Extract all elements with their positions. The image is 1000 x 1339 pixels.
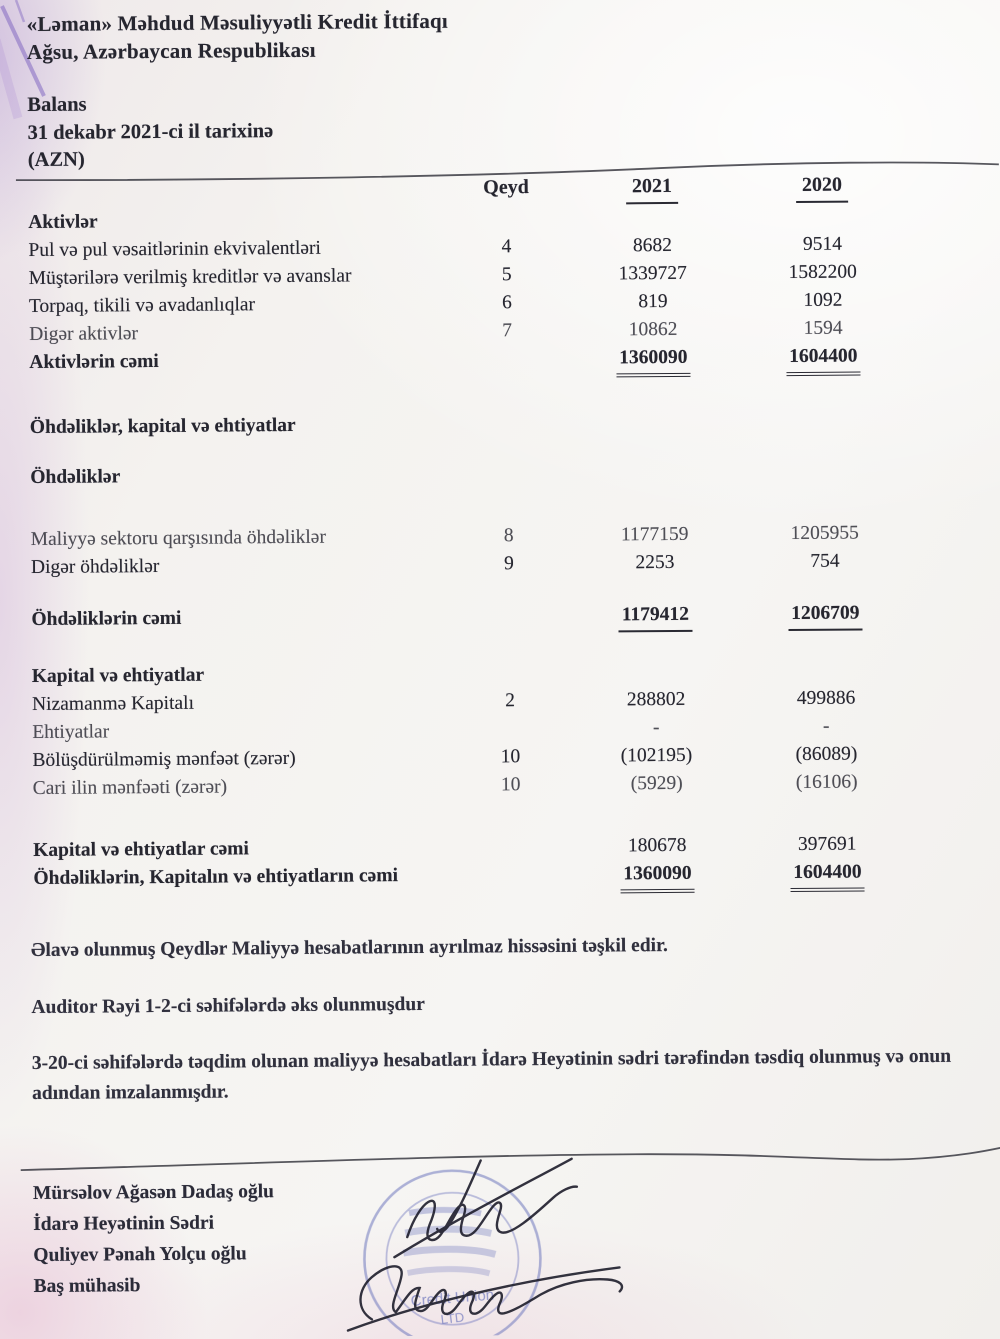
row-value-2021: 1179412 xyxy=(619,601,692,633)
row-note-cell xyxy=(447,261,567,290)
row-value-2021-cell xyxy=(570,685,742,714)
row-note-cell xyxy=(447,317,567,346)
row-value-2020-cell xyxy=(739,286,907,315)
row-value-2021: 8682 xyxy=(632,234,673,257)
row-label: Aktivlər xyxy=(28,211,98,234)
header-spacer xyxy=(28,194,446,197)
row-note: 8 xyxy=(503,525,514,547)
row-label: Kapital və ehtiyatlar xyxy=(31,664,205,688)
row-value-2021-cell xyxy=(570,657,742,686)
row-note: 4 xyxy=(501,236,512,258)
row-note: 10 xyxy=(500,774,521,796)
org-name: «Ləman» Məhdud Məsuliyyətli Kredit İttifaqı xyxy=(26,8,449,37)
row-value-2020: 499886 xyxy=(796,687,856,709)
row-label: Aktivlərin cəmi xyxy=(29,350,159,374)
row-label: Maliyyə sektoru qarşısında öhdəliklər xyxy=(30,526,326,551)
row-value-2020-cell xyxy=(739,342,907,376)
row-value-2020-cell xyxy=(740,407,908,436)
row-note-cell xyxy=(450,659,570,688)
row-value-2020-cell xyxy=(741,599,909,631)
row-value-2021: 1177159 xyxy=(620,523,689,546)
table-row xyxy=(30,457,930,492)
row-value-2021: (5929) xyxy=(630,772,683,795)
note-approval: 3-20-ci səhifələrdə təqdim olunan maliyyə hesabatları İdarə Heyətinin sədri tərəfindən təsdiq olunmuş və onun adından imzalanmışdır. xyxy=(31,1045,952,1105)
row-value-2020-cell xyxy=(743,858,911,892)
row-value-2021: 1339727 xyxy=(618,262,687,285)
row-note-cell xyxy=(449,602,569,631)
row-value-2020: 1594 xyxy=(803,317,843,339)
row-value-2021-cell xyxy=(569,600,741,632)
note-auditor-opinion: Auditor Rəyi 1-2-ci səhifələrdə əks olunmuşdur xyxy=(31,993,425,1019)
row-note-cell xyxy=(448,410,568,439)
row-value-2020-cell xyxy=(743,830,911,859)
row-label: Öhdəliklər, kapital və ehtiyatlar xyxy=(29,414,296,439)
row-label: Digər öhdəliklər xyxy=(30,556,160,579)
row-value-2021-cell xyxy=(567,287,739,316)
signatory-2-role: Baş mühasib xyxy=(33,1275,141,1298)
row-value-2020-cell xyxy=(738,230,906,259)
row-note: 5 xyxy=(501,264,512,286)
year-2020-column-header: 2020 xyxy=(738,169,906,203)
row-value-2021: 1360090 xyxy=(616,344,691,378)
row-value-2021: 288802 xyxy=(626,688,686,711)
stamp-text-line2: LTD xyxy=(439,1309,465,1328)
report-title: Balans xyxy=(27,93,87,117)
row-value-2020: 1604400 xyxy=(786,342,861,376)
signatory-1-role: İdarə Heyətinin Sədri xyxy=(33,1212,215,1236)
balance-table xyxy=(28,169,934,898)
row-value-2020-cell xyxy=(742,656,910,685)
row-note: 6 xyxy=(501,292,512,314)
row-note-cell xyxy=(447,289,567,318)
row-value-2020-cell xyxy=(740,457,908,486)
table-row xyxy=(31,599,931,637)
row-value-2020-cell xyxy=(742,684,910,713)
row-note-cell xyxy=(451,771,571,800)
row-value-2021-cell xyxy=(571,831,743,860)
row-label: Cari ilin mənfəəti (zərər) xyxy=(32,776,228,800)
row-value-2020: 1604400 xyxy=(790,858,865,892)
row-label: Torpaq, tikili və avadanlıqlar xyxy=(28,294,256,318)
row-value-2021-cell xyxy=(569,548,741,577)
row-label: Öhdəliklərin cəmi xyxy=(31,607,182,631)
row-value-2021-cell xyxy=(566,231,738,260)
row-value-2020-cell xyxy=(743,768,911,797)
row-label: Öhdəliklərin, Kapitalın və ehtiyatların cəmi xyxy=(33,865,399,889)
row-label: Nizamanmə Kapitalı xyxy=(31,692,195,716)
row-value-2020: - xyxy=(822,715,830,737)
row-note: 9 xyxy=(504,553,514,575)
row-value-2021-cell xyxy=(571,769,743,798)
row-value-2021-cell xyxy=(567,315,739,344)
row-value-2020: (86089) xyxy=(795,743,858,766)
row-value-2020-cell xyxy=(739,314,907,343)
row-note-cell xyxy=(451,861,571,890)
signatory-1-name: Mürsəlov Ağasən Dadaş oğlu xyxy=(32,1181,275,1205)
row-value-2021-cell xyxy=(570,713,742,742)
row-value-2021: 180678 xyxy=(627,834,687,857)
row-value-2021-cell xyxy=(569,520,741,549)
note-integral-part: Əlavə olunmuş Qeydlər Maliyyə hesabatlarının ayrılmaz hissəsini təşkil edir. xyxy=(30,935,668,962)
balance-table-body xyxy=(28,202,933,898)
year-2021-column-header: 2021 xyxy=(566,170,738,204)
row-label: Müştərilərə verilmiş kreditlər və avanslar xyxy=(28,265,352,290)
row-value-2021: 1360090 xyxy=(620,860,695,894)
row-value-2020-cell xyxy=(738,202,906,231)
table-row xyxy=(33,858,933,898)
row-value-2021-cell xyxy=(568,408,740,437)
row-value-2020-cell xyxy=(741,519,909,548)
report-date: 31 dekabr 2021-ci il tarixinə xyxy=(27,119,274,144)
row-value-2021: (102195) xyxy=(620,744,693,767)
row-note: 2 xyxy=(505,690,516,712)
row-note-cell xyxy=(446,205,566,234)
row-value-2020: (16106) xyxy=(795,771,858,794)
row-value-2020-cell xyxy=(742,712,910,741)
row-value-2021: 10862 xyxy=(628,318,678,341)
row-note-cell xyxy=(450,687,570,716)
row-label: Kapital və ehtiyatlar cəmi xyxy=(33,838,250,861)
row-note-cell xyxy=(449,522,569,551)
row-value-2020: 1206709 xyxy=(788,599,862,631)
row-value-2021: 2253 xyxy=(635,551,675,574)
row-label: Ehtiyatlar xyxy=(32,721,110,744)
row-value-2021-cell xyxy=(571,859,743,893)
round-stamp xyxy=(364,1170,541,1339)
row-note-cell xyxy=(451,833,571,862)
org-location: Ağsu, Azərbaycan Respublikası xyxy=(26,37,316,65)
stamp-and-signatures xyxy=(8,1112,1000,1339)
row-value-2020: 397691 xyxy=(797,833,857,855)
report-currency: (AZN) xyxy=(27,148,85,172)
row-value-2020-cell xyxy=(739,258,907,287)
row-note: 7 xyxy=(502,320,513,342)
row-label: Pul və pul vəsaitlərinin ekvivalentləri xyxy=(28,237,322,262)
row-label: Bölüşdürülməmiş mənfəət (zərər) xyxy=(32,747,296,772)
chairman-signature xyxy=(394,1159,578,1257)
stamp-text-line1: Credit Union xyxy=(410,1286,495,1310)
row-value-2021-cell xyxy=(566,203,738,232)
row-value-2020: 754 xyxy=(810,550,840,572)
row-value-2020: 1092 xyxy=(803,289,843,311)
row-note-cell xyxy=(450,743,570,772)
row-value-2020: 1205955 xyxy=(790,522,859,545)
row-value-2020-cell xyxy=(742,740,910,769)
row-value-2020: 1582200 xyxy=(788,261,857,284)
row-note-cell xyxy=(447,345,567,374)
row-note-cell xyxy=(446,233,566,262)
row-value-2020: 9514 xyxy=(802,233,843,255)
row-value-2021: - xyxy=(652,717,660,739)
row-value-2020-cell xyxy=(741,547,909,576)
row-note: 10 xyxy=(500,746,521,768)
row-note-cell xyxy=(449,550,569,579)
row-note-cell xyxy=(448,460,568,489)
table-row xyxy=(30,407,930,442)
row-value-2021-cell xyxy=(567,343,739,377)
row-label: Digər aktivlər xyxy=(29,323,139,346)
row-value-2021-cell xyxy=(568,458,740,487)
signatory-2-name: Quliyev Pənah Yolçu oğlu xyxy=(33,1243,247,1267)
row-note-cell xyxy=(450,715,570,744)
row-value-2021-cell xyxy=(567,259,739,288)
row-label: Öhdəliklər xyxy=(30,466,121,489)
row-value-2021: 819 xyxy=(638,291,668,313)
note-column-header: Qeyd xyxy=(483,176,529,199)
table-row xyxy=(33,768,933,803)
row-value-2021-cell xyxy=(570,741,742,770)
org-header xyxy=(27,7,449,66)
